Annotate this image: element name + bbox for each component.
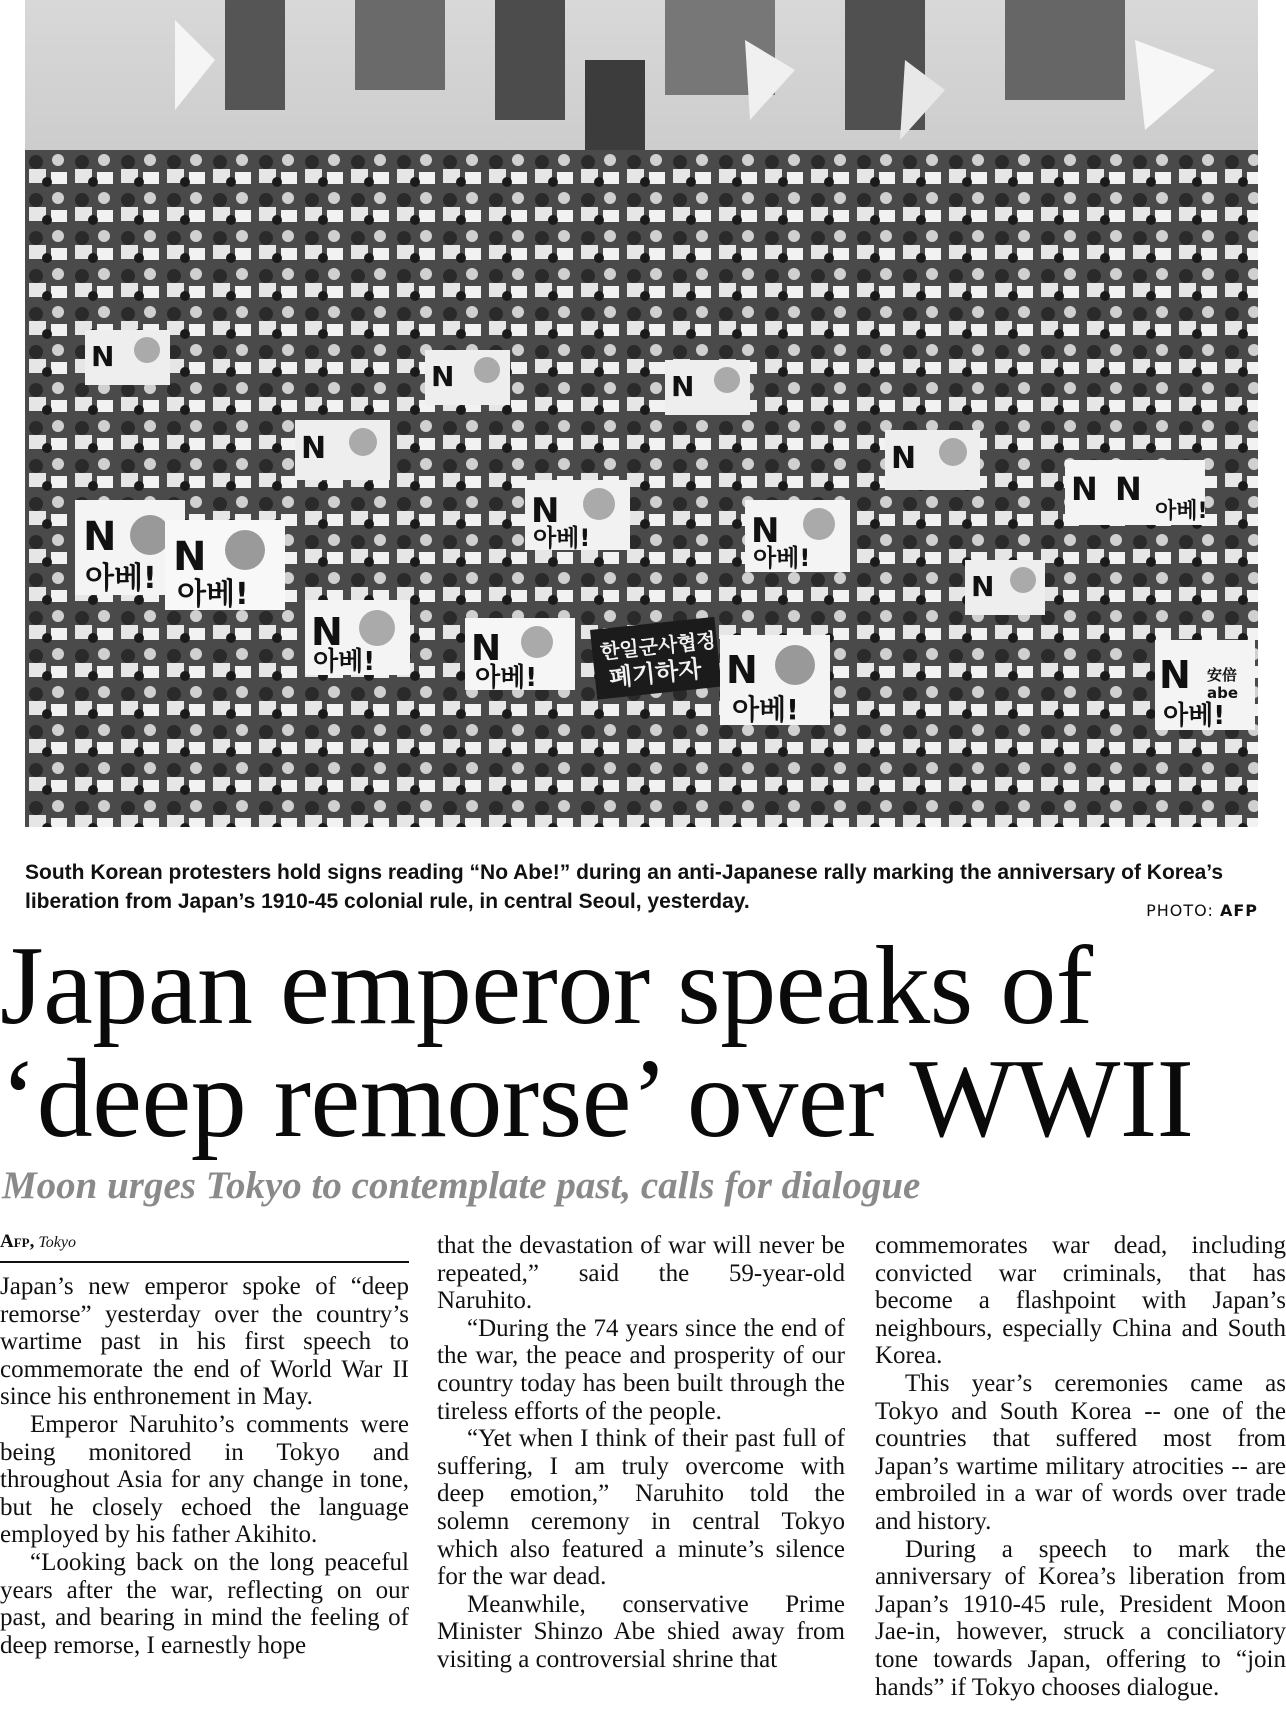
photo-credit bbox=[1146, 901, 1258, 920]
svg-text:N: N bbox=[531, 491, 560, 531]
svg-text:폐기하자: 폐기하자 bbox=[607, 654, 703, 693]
paragraph: Emperor Naruhito’s comments were being monitored in Tokyo and throughout Asia for any change in tone, but he closely echoed the language employed by his father Akihito. bbox=[0, 1410, 409, 1549]
photo-credit-label: PHOTO: bbox=[1146, 901, 1214, 920]
svg-text:아베!: 아베! bbox=[732, 693, 799, 726]
svg-text:아베!: 아베! bbox=[533, 524, 591, 552]
svg-text:N: N bbox=[173, 534, 207, 580]
svg-text:아베!: 아베! bbox=[475, 663, 538, 693]
svg-text:아베!: 아베! bbox=[1155, 499, 1208, 524]
paragraph: Japan’s new emperor spoke of “deep remorse” yesterday over the country’s wartime past in his first speech to commemorate the end of World War II since his enthronement in May. bbox=[0, 1273, 409, 1411]
paragraph: commemorates war dead, including convicted war criminals, that has become a flashpoint with Japan’s neighbours, especially China and South Korea. bbox=[875, 1232, 1286, 1370]
svg-text:아베!: 아베! bbox=[313, 647, 376, 677]
svg-text:N: N bbox=[311, 610, 343, 654]
svg-text:N: N bbox=[1159, 653, 1191, 697]
dateline-city: Tokyo bbox=[38, 1234, 76, 1251]
svg-text:N: N bbox=[726, 648, 758, 692]
paragraph: that the devastation of war will never be repeated,” said the 59-year-old Naruhito. bbox=[437, 1232, 845, 1315]
svg-text:安倍: 安倍 bbox=[1207, 666, 1238, 684]
paragraph: “Yet when I think of their past full of suffering, I am truly overcome with deep emotion,” Naruhito told the solemn ceremony in central Tokyo which also featured a minute’s silence for the war dead. bbox=[437, 1425, 845, 1591]
news-photo bbox=[25, 0, 1258, 827]
headline-line-2: ‘deep remorse’ over WWII bbox=[0, 1037, 1194, 1161]
dateline-agency: Afp, bbox=[0, 1231, 35, 1252]
svg-text:N: N bbox=[971, 570, 995, 603]
svg-text:N: N bbox=[471, 628, 502, 669]
svg-text:N: N bbox=[301, 431, 327, 466]
paragraph: This year’s ceremonies came as Tokyo and South Korea -- one of the countries that suffered most from Japan’s wartime military atrocities -- are embroiled in a war of words over trade and history. bbox=[875, 1369, 1286, 1535]
svg-text:N: N bbox=[83, 514, 117, 560]
dateline bbox=[0, 1229, 409, 1263]
article-column-3 bbox=[875, 1232, 1286, 1701]
headline bbox=[0, 924, 1286, 1161]
svg-text:N: N bbox=[431, 360, 455, 393]
svg-text:abe: abe bbox=[1207, 684, 1239, 702]
svg-text:아베!: 아베! bbox=[85, 561, 157, 596]
headline-line-1: Japan emperor speaks of bbox=[0, 924, 1093, 1048]
photo-caption: South Korean protesters hold signs reading “No Abe!” during an anti-Japanese rally marking the anniversary of Korea’s liberation from Japan’s 1910-45 colonial rule, in central Seoul, yesterday. bbox=[25, 861, 1224, 913]
svg-text:아베!: 아베! bbox=[753, 544, 811, 572]
photo-credit-source: AFP bbox=[1219, 901, 1258, 920]
svg-text:한일군사협정: 한일군사협정 bbox=[599, 627, 717, 664]
svg-text:N: N bbox=[751, 511, 780, 551]
paragraph: “Looking back on the long peaceful years after the war, reflecting on our past, and bearing in mind the feeling of deep remorse, I earnestly hope bbox=[0, 1548, 409, 1659]
svg-text:아베!: 아베! bbox=[1163, 701, 1226, 731]
protest-crowd-photo bbox=[25, 0, 1258, 827]
svg-text:아베!: 아베! bbox=[177, 577, 249, 612]
paragraph: During a speech to mark the anniversary of Korea’s liberation from Japan’s 1910-45 rule, President Moon Jae-in, however, struck a conciliatory tone towards Japan, offering to “join hands” if Tokyo chooses dialogue. bbox=[875, 1535, 1286, 1701]
svg-text:N: N bbox=[671, 370, 695, 403]
paragraph: “During the 74 years since the end of the war, the peace and prosperity of our country today has been built through the tireless efforts of the people. bbox=[437, 1314, 845, 1425]
article-column-2 bbox=[437, 1232, 845, 1674]
subheadline: Moon urges Tokyo to contemplate past, calls for dialogue bbox=[2, 1164, 921, 1207]
paragraph: Meanwhile, conservative Prime Minister Shinzo Abe shied away from visiting a controversial shrine that bbox=[437, 1590, 845, 1673]
article-column-1 bbox=[0, 1273, 409, 1659]
svg-text:N: N bbox=[1071, 470, 1098, 508]
svg-text:N: N bbox=[1115, 470, 1142, 508]
svg-text:N: N bbox=[91, 340, 115, 373]
svg-text:N: N bbox=[891, 441, 917, 476]
